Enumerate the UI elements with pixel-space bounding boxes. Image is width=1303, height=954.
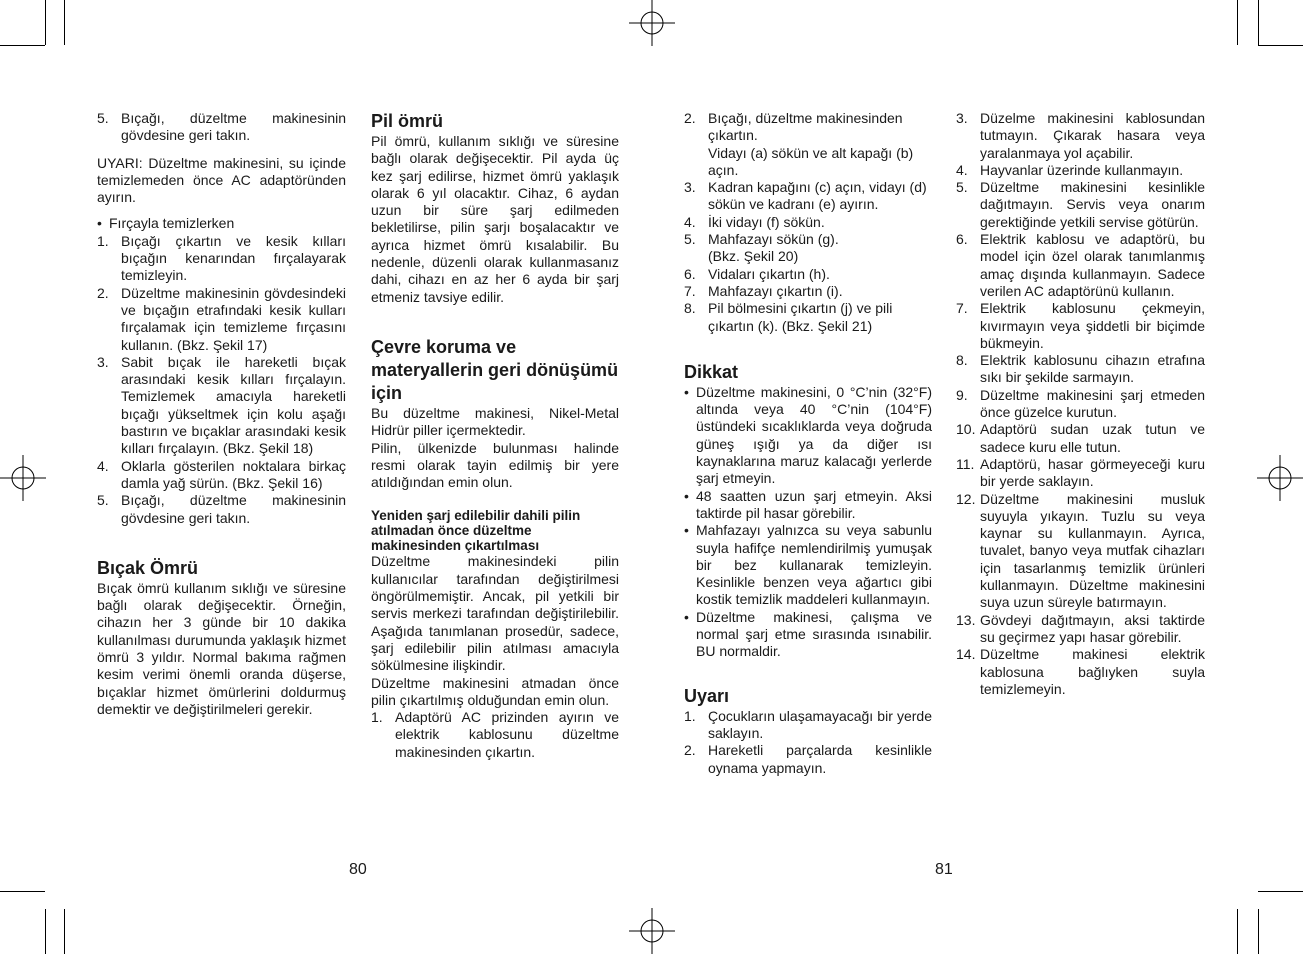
battery-life-text: Pil ömrü, kullanım sıklığı ve süresine bağlı olarak değişecektir. Pil ayda üç kez şarj edilirse, hizmet ömrü yaklaşık olarak 6 yıl olacaktır. Cihaz, 6 aydan uzun bir süre şarj edilmeden bekletilirse, pilin şarjı boşalacaktır ve ayrıca hizmet ömrü kısalabilir. Bu nedenle, düzenli olarak kullanmasanız dahi, cihazı en az her 6 ayda bir şarj etmeniz tavsiye edilir. — [371, 133, 619, 305]
step-text: Bıçağı çıkartın ve kesik kılları bıçağın kenarından fırçalayarak temizleyin. — [121, 232, 346, 284]
step-number: 5. — [684, 231, 696, 248]
step-number: 11. — [956, 455, 975, 472]
crop-mark — [1258, 891, 1303, 892]
list-item — [371, 709, 619, 761]
crop-mark — [64, 909, 65, 954]
step-number: 9. — [956, 386, 968, 403]
warning-heading: Uyarı — [684, 685, 730, 706]
list-item — [684, 300, 932, 335]
crop-mark — [1258, 45, 1303, 46]
list-item — [97, 458, 346, 493]
list-item — [956, 300, 1205, 352]
step-text: Kadran kapağını (c) açın, vidayı (d) sökün ve kadranı (e) ayırın. — [708, 179, 927, 213]
warning-item-text: Elektrik kablosunu cihazın etrafına sıkı bir şekilde sarmayın. — [980, 352, 1205, 386]
step-text: Bıçağı, düzeltme makinesinden çıkartın. — [708, 110, 903, 144]
step-text: Mahfazayı çıkartın (i). — [708, 282, 843, 299]
step-number: 13. — [956, 611, 976, 628]
warning-item-text: Çocukların ulaşamayacağı bir yerde saklayın. — [708, 707, 932, 741]
step-number: 4. — [97, 457, 109, 474]
list-item — [684, 179, 932, 214]
brush-title: Fırçayla temizlerken — [109, 215, 235, 232]
step-number: 2. — [97, 284, 109, 301]
list-item — [684, 384, 932, 488]
step-text: Vidaları çıkartın (h). — [708, 265, 830, 282]
caution-text: Mahfazayı yalnızca su veya sabunlu suyla hafifçe nemlendirilmiş yumuşak bir bez kullanarak temizleyin. Kesinlikle benzen veya ağartıcı gibi kostik temizlik maddeleri kullanmayın. — [696, 522, 932, 608]
page-number-right: 81 — [935, 861, 953, 878]
registration-mark-right — [1257, 455, 1303, 501]
list-item — [97, 354, 346, 458]
list-item — [956, 179, 1205, 231]
step-number: 7. — [684, 282, 696, 299]
list-item — [684, 266, 932, 283]
step-number: 12. — [956, 490, 976, 507]
step-text-extra: Vidayı (a) sökün ve alt kapağı (b) açın. — [708, 144, 914, 178]
step-number: 1. — [371, 709, 383, 726]
battery-removal-heading: Yeniden şarj edilebilir dahili pilin atılmadan önce düzeltme makinesinden çıkartılması — [371, 508, 581, 554]
blade-life-heading: Bıçak Ömrü — [97, 557, 199, 578]
list-item — [956, 612, 1205, 647]
list-item — [956, 646, 1205, 698]
crop-mark — [45, 909, 46, 954]
step-text: Mahfazayı sökün (g). — [708, 231, 839, 248]
list-item — [97, 110, 346, 145]
warning-item-text: Gövdeyi dağıtmayın, aksi taktirde su geçirmez yapı hasar görebilir. — [980, 611, 1205, 645]
warning-item-text: Düzeltme makinesini musluk suyuyla yıkayın. Tuzlu su veya kaynar su kullanmayın. Ayrıca, tuvalet, banyo veya mutfak cihazları için tasarlanmış temizlik ürünleri kullanmayın. Düzeltme makinesini suya uzun süreyle batırmayın. — [980, 490, 1205, 611]
step-number: 4. — [956, 161, 968, 178]
list-item — [97, 233, 346, 285]
bullet: • — [97, 215, 102, 232]
list-item — [956, 421, 1205, 456]
step-text: Bıçağı, düzeltme makinesinin gövdesine geri takın. — [121, 492, 346, 526]
step-number: 3. — [684, 179, 696, 196]
list-item — [956, 491, 1205, 612]
step-number: 6. — [956, 231, 968, 248]
list-item — [97, 492, 346, 527]
step-number: 10. — [956, 421, 976, 438]
crop-mark — [64, 0, 65, 45]
registration-mark-bottom — [629, 908, 675, 954]
reassemble-step — [97, 110, 346, 145]
step-number: 3. — [956, 110, 968, 126]
crop-mark — [0, 891, 45, 892]
warning-item-text: Düzeltme makinesi elektrik kablosuna bağlıyken suyla temizlemeyin. — [980, 646, 1205, 697]
list-item — [684, 522, 932, 608]
warning-item-text: Düzeltme makinesini kesinlikle dağıtmayın. Servis veya onarım gerektiğinde yetkili servise götürün. — [980, 179, 1205, 230]
crop-mark — [1237, 909, 1238, 954]
warning-item-text: Hareketli parçalarda kesinlikle oynama yapmayın. — [708, 742, 932, 776]
step-number: 14. — [956, 646, 976, 663]
step-number: 8. — [684, 300, 696, 317]
list-item — [684, 110, 932, 179]
list-item — [97, 285, 346, 354]
caution-text: Düzeltme makinesi, çalışma ve normal şarj etme sırasında ısınabilir. BU normaldir. — [696, 608, 932, 660]
step-number: 2. — [684, 742, 696, 759]
crop-mark — [1237, 0, 1238, 45]
warning-item-text: Hayvanlar üzerinde kullanmayın. — [980, 161, 1184, 178]
step-number: 3. — [97, 353, 109, 370]
step-number: 1. — [97, 232, 109, 249]
crop-mark — [0, 45, 45, 46]
crop-mark — [1258, 0, 1259, 45]
list-item — [684, 708, 932, 743]
list-item — [684, 214, 932, 231]
list-item — [956, 387, 1205, 422]
page-number-left: 80 — [349, 861, 367, 878]
removal-steps — [371, 709, 619, 761]
caution-text: 48 saatten uzun şarj etmeyin. Aksi taktirde pil hasar görebilir. — [696, 487, 932, 521]
step-number: 5. — [97, 110, 109, 126]
list-item — [684, 231, 932, 266]
step-number: 5. — [956, 179, 968, 196]
battery-life-heading: Pil ömrü — [371, 111, 444, 131]
step-number: 1. — [684, 707, 696, 724]
warning-text: UYARI: Düzeltme makinesini, su içinde temizlemeden önce AC adaptöründen ayırın. — [97, 154, 346, 206]
bullet: • — [684, 608, 689, 625]
right-page-column-3 — [684, 110, 932, 777]
warning-item-text: Adaptörü, hasar görmeyeceği kuru bir yerde saklayın. — [980, 455, 1205, 490]
registration-mark-left — [0, 455, 46, 501]
battery-removal-text-2: Düzeltme makinesini atmadan önce pilin çıkartılmış olduğundan emin olun. — [371, 674, 619, 708]
step-number: 8. — [956, 352, 968, 369]
step-text: Bıçağı, düzeltme makinesinin gövdesine geri takın. — [121, 110, 346, 144]
environment-text-2: Pilin, ülkenizde bulunması halinde resmi olarak tayin edilmiş bir yere atıldığından emin olun. — [371, 439, 619, 491]
list-item — [956, 110, 1205, 162]
step-number: 4. — [684, 213, 696, 230]
caution-text: Düzeltme makinesini, 0 °C’nin (32°F) altında veya 40 °C’nin (104°F) üstündeki sıcaklıklarda veya doğruda güneş ışığı ya da diğer ısı kaynaklarına maruz kalacağı yerlerde şarj etmeyin. — [696, 383, 932, 487]
list-item — [956, 231, 1205, 300]
list-item — [684, 488, 932, 523]
step-text: İki vidayı (f) sökün. — [708, 213, 825, 230]
environment-heading: Çevre koruma ve materyallerin geri dönüşümü için — [371, 336, 619, 403]
list-item — [956, 162, 1205, 179]
step-text: Oklarla gösterilen noktalara birkaç damla yağ sürün. (Bkz. Şekil 16) — [121, 457, 346, 491]
bullet: • — [684, 383, 689, 400]
warning-item-text: Düzelme makinesini kablosundan tutmayın. Çıkarak hasara veya yaralanmaya yol açabilir. — [980, 110, 1205, 161]
list-item — [684, 283, 932, 300]
step-text: Pil bölmesini çıkartın (j) ve pili çıkartın (k). (Bkz. Şekil 21) — [708, 300, 893, 334]
brush-cleaning-list — [97, 215, 346, 526]
step-text: Düzeltme makinesinin gövdesindeki ve bıçağın etrafındaki kesik kulları fırçalamak için temizleme fırçasını kullanın. (Bkz. Şekil 17) — [121, 284, 346, 353]
removal-steps-continued — [684, 110, 932, 335]
step-number: 6. — [684, 265, 696, 282]
step-text: Sabit bıçak ile hareketli bıçak arasındaki kesik kılları fırçalayın. Temizlemek amacıyla hareketli bıçağı yükseltmek için kolu aşağı bastırın ve bıçaklar arasındaki kesik kılları fırçalayın. (Bkz. Şekil 18) — [121, 353, 346, 457]
right-page-column-4 — [956, 110, 1205, 698]
caution-heading: Dikkat — [684, 361, 739, 382]
list-item — [684, 742, 932, 777]
list-item — [684, 609, 932, 661]
warning-item-text: Elektrik kablosu ve adaptörü, bu model için özel olarak tanımlanmış amaç dışında kullanmayın. Sadece verilen AC adaptörünü kullanın. — [980, 231, 1205, 299]
step-number: 7. — [956, 300, 968, 317]
step-text-extra: (Bkz. Şekil 20) — [708, 248, 799, 265]
list-item — [956, 456, 1205, 491]
bullet: • — [684, 522, 689, 539]
crop-mark — [1258, 909, 1259, 954]
warning-list-continued — [956, 110, 1205, 698]
step-number: 2. — [684, 110, 696, 126]
crop-mark — [45, 0, 46, 45]
registration-mark-top — [629, 0, 675, 46]
step-text: Adaptörü AC prizinden ayırın ve elektrik kablosunu düzeltme makinesinden çıkartın. — [395, 709, 619, 760]
battery-removal-text-1: Düzeltme makinesindeki pilin kullanıcılar tarafından değiştirilmesi öngörülmemiştir. Ancak, pil yetkili bir servis merkezi tarafından değiştirilebilir. Aşağıda tanımlanan prosedür, sadece, şarj edilebilir pilin atılması amacıyla sökülmesine ilişkindir. — [371, 553, 619, 674]
blade-life-text: Bıçak ömrü kullanım sıklığı ve süresine bağlı olarak değişecektir. Örneğin, cihazın her 3 günde bir 10 dakika kullanılması durumunda yaklaşık hizmet ömrü 3 yıldır. Normal bakıma rağmen kesim verimi önemli oranda düşerse, bıçaklar hizmet ömürlerini doldurmuş demektir ve değiştirilmeleri gerekir. — [97, 579, 346, 717]
warning-list — [684, 708, 932, 777]
list-item — [97, 215, 346, 232]
list-item — [956, 352, 1205, 387]
left-page-column-2 — [371, 110, 619, 761]
warning-item-text: Düzeltme makinesini şarj etmeden önce güzelce kurutun. — [980, 386, 1205, 421]
left-page-column-1 — [97, 110, 346, 718]
warning-item-text: Adaptörü sudan uzak tutun ve sadece kuru elle tutun. — [980, 421, 1205, 455]
step-number: 5. — [97, 492, 109, 509]
caution-list — [684, 384, 932, 661]
environment-text-1: Bu düzeltme makinesi, Nikel-Metal Hidrür piller içermektedir. — [371, 404, 619, 439]
warning-item-text: Elektrik kablosunu çekmeyin, kıvırmayın veya şiddetli bir biçimde bükmeyin. — [980, 300, 1205, 351]
bullet: • — [684, 487, 689, 504]
